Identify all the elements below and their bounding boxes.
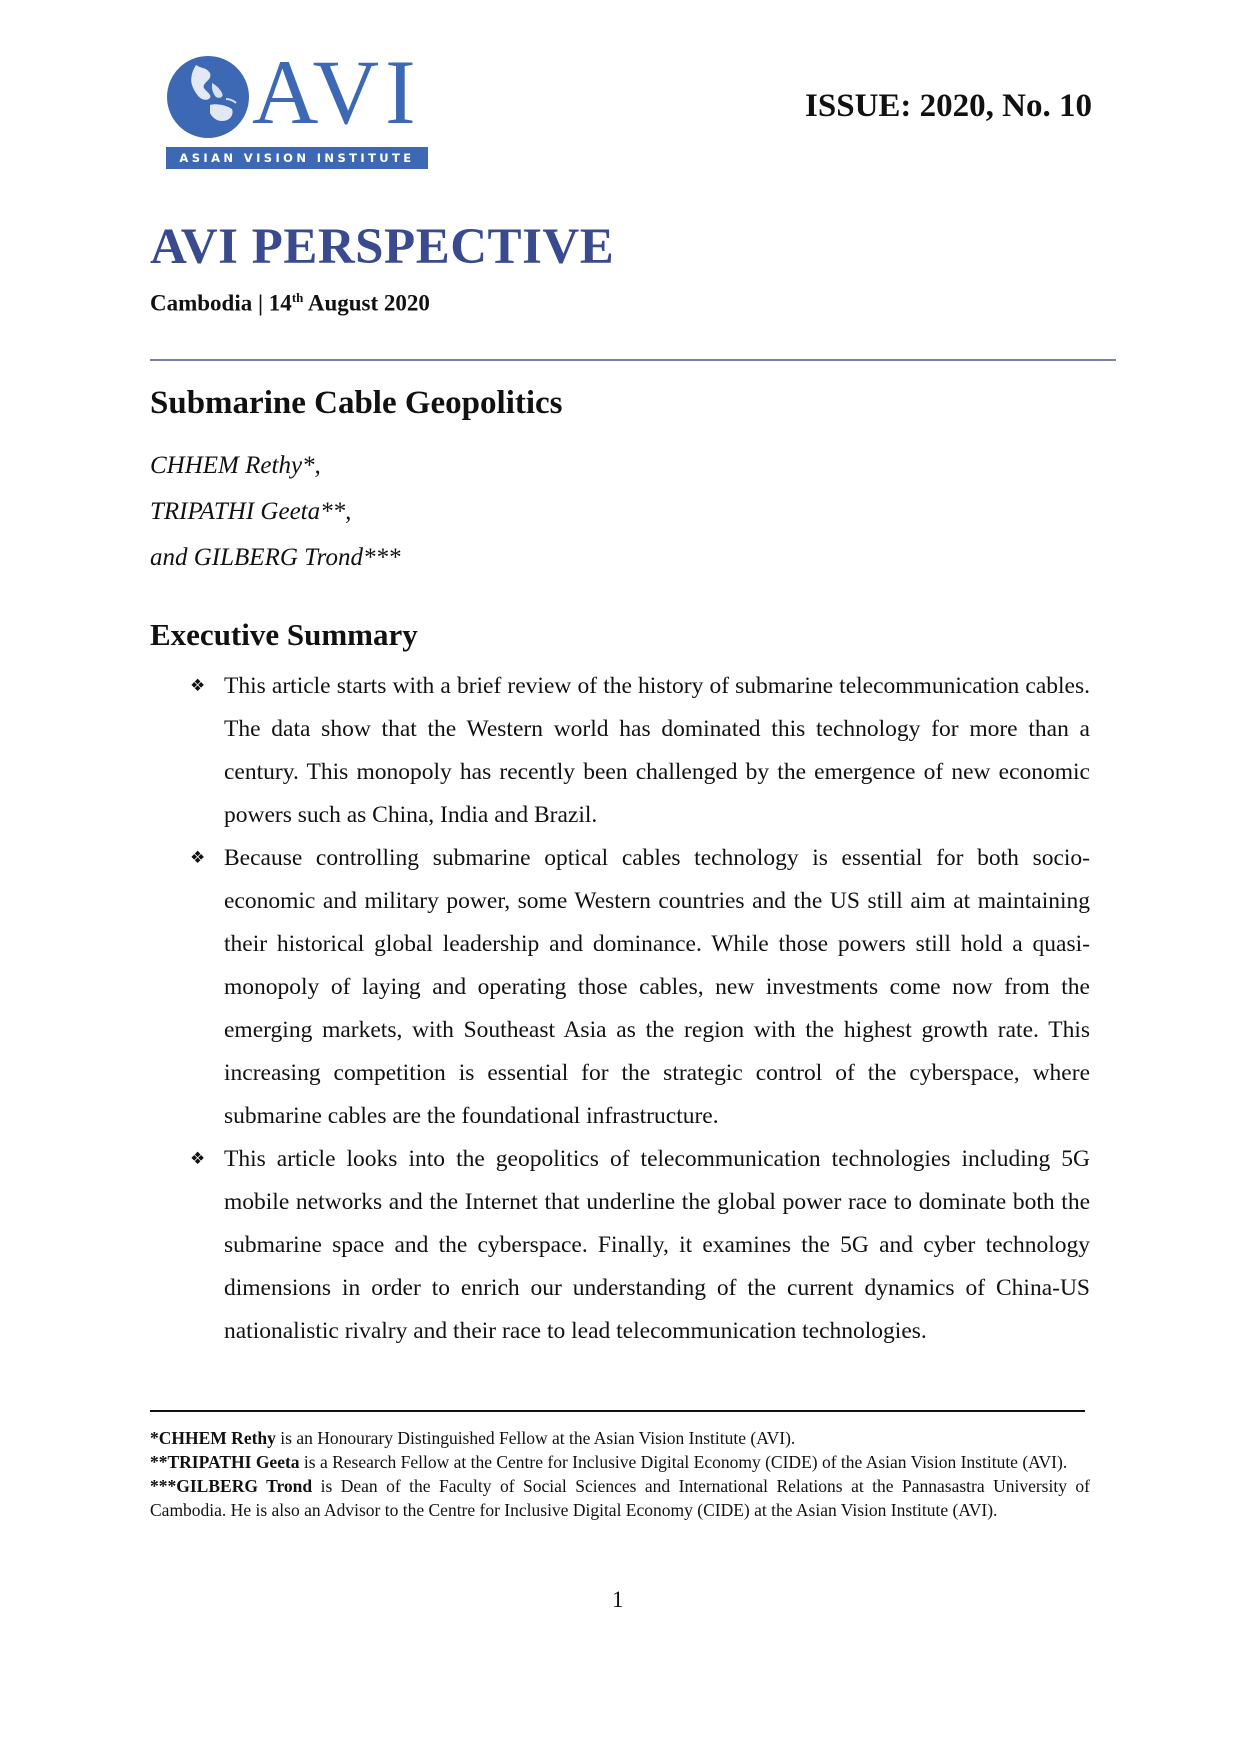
footnote	[150, 1450, 1090, 1474]
page-number: 1	[612, 1587, 624, 1612]
header-divider	[150, 359, 1116, 361]
summary-bullet	[190, 837, 1090, 1138]
four-diamond-bullet-icon: ❖	[190, 1149, 206, 1169]
four-diamond-bullet-icon: ❖	[190, 848, 206, 868]
footnote-name	[150, 1428, 276, 1448]
footnote-name	[150, 1476, 312, 1496]
four-diamond-bullet-icon: ❖	[190, 676, 206, 696]
author-2: TRIPATHI Geeta**,	[150, 498, 352, 525]
footnote-name	[150, 1452, 300, 1472]
author-3: and GILBERG Trond***	[150, 544, 401, 571]
globe-icon	[166, 55, 250, 139]
executive-summary-heading: Executive Summary	[150, 617, 418, 652]
summary-bullet	[190, 1138, 1090, 1353]
avi-logo	[160, 41, 440, 170]
dateline-location: Cambodia | 14	[150, 290, 292, 316]
footnote	[150, 1426, 1090, 1450]
footnote-divider	[150, 1410, 1085, 1412]
footnotes	[150, 1426, 1090, 1522]
footnote-marker: *	[150, 1428, 159, 1448]
footnote-author: GILBERG Trond	[176, 1476, 313, 1496]
footnote-author: CHHEM Rethy	[158, 1428, 276, 1448]
author-1: CHHEM Rethy*,	[150, 452, 321, 479]
footnote-text: is Dean of the Faculty of Social Sciences and International Relations at the Pannasastra University of Cambodia. He is also an Advisor to the Centre for Inclusive Digital Economy (CIDE) at the Asian Vision Institute (AVI).	[150, 1476, 1090, 1520]
executive-summary-list	[190, 665, 1090, 1353]
summary-bullet-text: Because controlling submarine optical cables technology is essential for both socio-economic and military power, some Western countries and the US still aim at maintaining their historical global leadership and dominance. While those powers still hold a quasi-monopoly of laying and operating those cables, new investments come now from the emerging markets, with Southeast Asia as the region with the highest growth rate. This increasing competition is essential for the strategic control of the cyberspace, where submarine cables are the foundational infrastructure.	[224, 845, 1090, 1129]
footnote-author: TRIPATHI Geeta	[167, 1452, 300, 1472]
summary-bullet-text: This article starts with a brief review of the history of submarine telecommunication cables. The data show that the Western world has dominated this technology for more than a century. This monopoly has recently been challenged by the emergence of new economic powers such as China, India and Brazil.	[224, 673, 1090, 828]
summary-bullet	[190, 665, 1090, 837]
dateline-day-suffix: th	[291, 290, 304, 305]
footnote	[150, 1474, 1090, 1522]
footnote-text: is an Honourary Distinguished Fellow at the Asian Vision Institute (AVI).	[275, 1428, 796, 1448]
logo-letters: AVI	[252, 41, 422, 143]
series-title: AVI PERSPECTIVE	[150, 219, 615, 275]
dateline	[150, 290, 430, 317]
footnote-marker: ***	[150, 1476, 177, 1496]
summary-bullet-text: This article looks into the geopolitics of telecommunication technologies including 5G mobile networks and the Internet that underline the global power race to dominate both the submarine space and the cyberspace. Finally, it examines the 5G and cyber technology dimensions in order to enrich our understanding of the current dynamics of China-US nationalistic rivalry and their race to lead telecommunication technologies.	[224, 1146, 1090, 1344]
issue-number: ISSUE: 2020, No. 10	[805, 88, 1092, 124]
dateline-date: August 2020	[303, 290, 430, 316]
footnote-marker: **	[150, 1452, 168, 1472]
footnote-text: is a Research Fellow at the Centre for Inclusive Digital Economy (CIDE) of the Asian Vision Institute (AVI).	[299, 1452, 1068, 1472]
article-title: Submarine Cable Geopolitics	[150, 385, 563, 421]
logo-band-text: ASIAN VISION INSTITUTE	[166, 147, 428, 169]
